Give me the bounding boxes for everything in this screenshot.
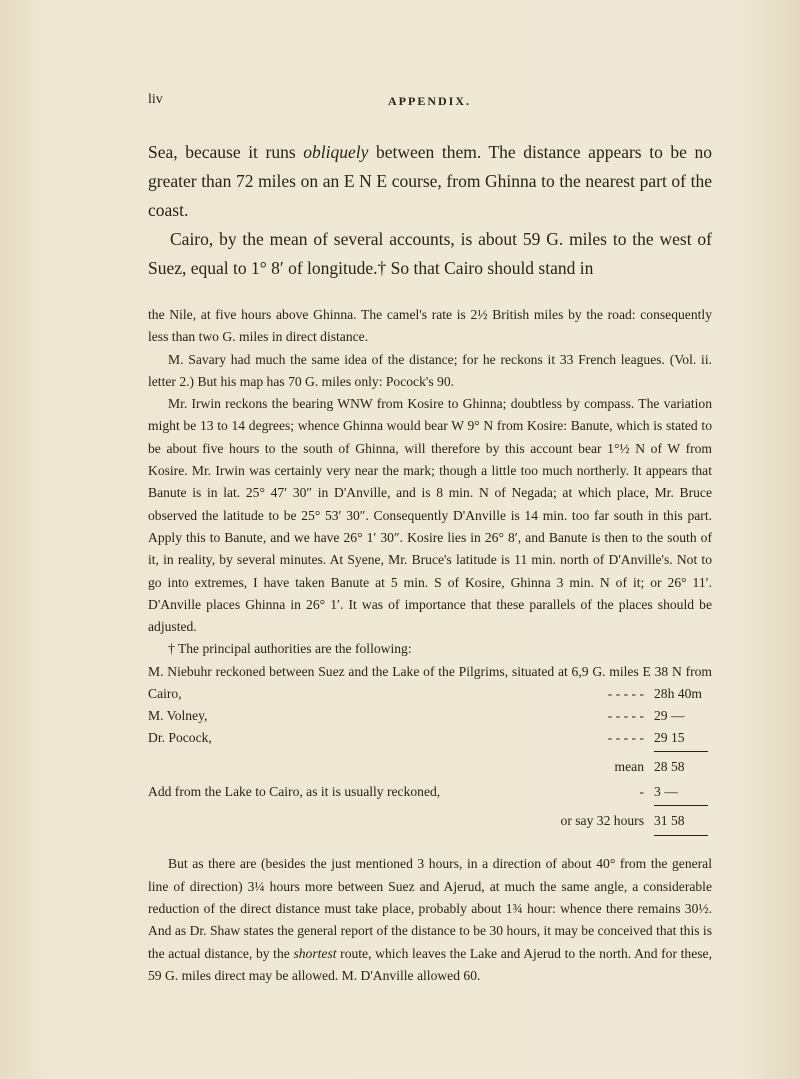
mean-value: 28 58 — [654, 759, 685, 775]
main-paragraph-2: Cairo, by the mean of several accounts, is about 59 G. miles to the west of Suez, equal to 1° 8′ of longitude.† So that Cairo should stand in — [148, 229, 712, 278]
table-row-mean — [148, 756, 712, 778]
sum-rule — [654, 751, 708, 752]
table-row — [148, 727, 712, 749]
main-paragraph-1: Sea, because it runs obliquely between them. The distance appears to be no greater than 72 miles on an E N E course, from Ghinna to the nearest part of the coast. — [148, 142, 713, 220]
table-row — [148, 705, 712, 727]
table-row-total — [148, 810, 712, 832]
leader-dots: - - - - - — [607, 730, 644, 746]
running-head: APPENDIX. — [388, 94, 471, 108]
add-label: Add from the Lake to Cairo, as it is usually reckoned, — [148, 784, 441, 800]
leader-dots: - - - - - — [607, 686, 644, 702]
add-value: 3 — — [654, 784, 678, 800]
sum-rule — [654, 805, 708, 806]
table-value: 29 — — [654, 708, 685, 724]
total-label: or say 32 hours — [560, 813, 644, 829]
mean-label: mean — [614, 759, 644, 775]
table-value: 28h 40m — [654, 686, 702, 702]
total-value: 31 58 — [654, 813, 685, 829]
main-text — [148, 138, 712, 283]
closing-paragraph: But as there are (besides the just mentioned 3 hours, in a direction of about 40° from the general line of direction) 3¼ hours more between Suez and Ajerud, at much the same angle, a considerable reduction of the direct distance must take place, probably about 1¾ hour: whence there remains 30½. And as Dr. Shaw states the general report of the distance to be 30 hours, it may be conceived that this is the actual distance, by the shortest route, which leaves the Lake and Ajerud to the north. And for these, 59 G. miles direct may be allowed. M. D'Anville allowed 60. — [148, 856, 712, 983]
footnotes — [148, 304, 712, 987]
leader-dots: - - - - - — [607, 708, 644, 724]
footnote-dagger: † The principal authorities are the following: — [168, 641, 412, 657]
page-header — [148, 92, 708, 112]
sum-rule — [654, 835, 708, 836]
table-value: 29 15 — [654, 730, 685, 746]
footnote-paragraph-3: Mr. Irwin reckons the bearing WNW from Kosire to Ghinna; doubtless by compass. The variation might be 13 to 14 degrees; whence Ghinna would bear W 9° N from Kosire: Banute, which is stated to be about five hours to the south of Ghinna, will therefore by this account bear 1°½ N of W from Kosire. Mr. Irwin was certainly very near the mark; though a little too much northerly. It appears that Banute is in lat. 25° 47′ 30″ in D'Anville, and is 8 min. N of Negada; at which place, Mr. Bruce observed the latitude to be 25° 53′ 30″. Consequently D'Anville is 14 min. too far south in this part. Apply this to Banute, and we have 26° 1′ 30″. Kosire lies in 26° 8′, and Banute is then to the south of it, in reality, by several minutes. At Syene, Mr. Bruce's latitude is 11 min. north of D'Anville's. Not to go into extremes, I have taken Banute at 5 min. S of Kosire, Ghinna 3 min. N of it; or 26° 11′. D'Anville places Ghinna in 26° 1′. It was of importance that these parallels of the places should be adjusted. — [148, 396, 712, 635]
footnote-paragraph-1: the Nile, at five hours above Ghinna. The camel's rate is 2½ British miles by the road: consequently less than two G. miles in direct distance. — [148, 307, 712, 345]
page-number: liv — [148, 92, 163, 107]
table-label: M. Volney, — [148, 708, 208, 724]
table-label: Dr. Pocock, — [148, 730, 212, 746]
leader-dots: - — [639, 784, 644, 800]
footnote-niebuhr: M. Niebuhr reckoned between Suez and the Lake of the Pilgrims, situated at 6,9 G. miles E 38 N from Cairo, — [148, 663, 712, 702]
hours-table — [148, 683, 712, 853]
table-row — [148, 683, 712, 705]
table-row-add — [148, 781, 712, 803]
footnote-paragraph-2: M. Savary had much the same idea of the distance; for he reckons it 33 French leagues. (Vol. ii. letter 2.) But his map has 70 G. miles only: Pocock's 90. — [148, 351, 712, 389]
